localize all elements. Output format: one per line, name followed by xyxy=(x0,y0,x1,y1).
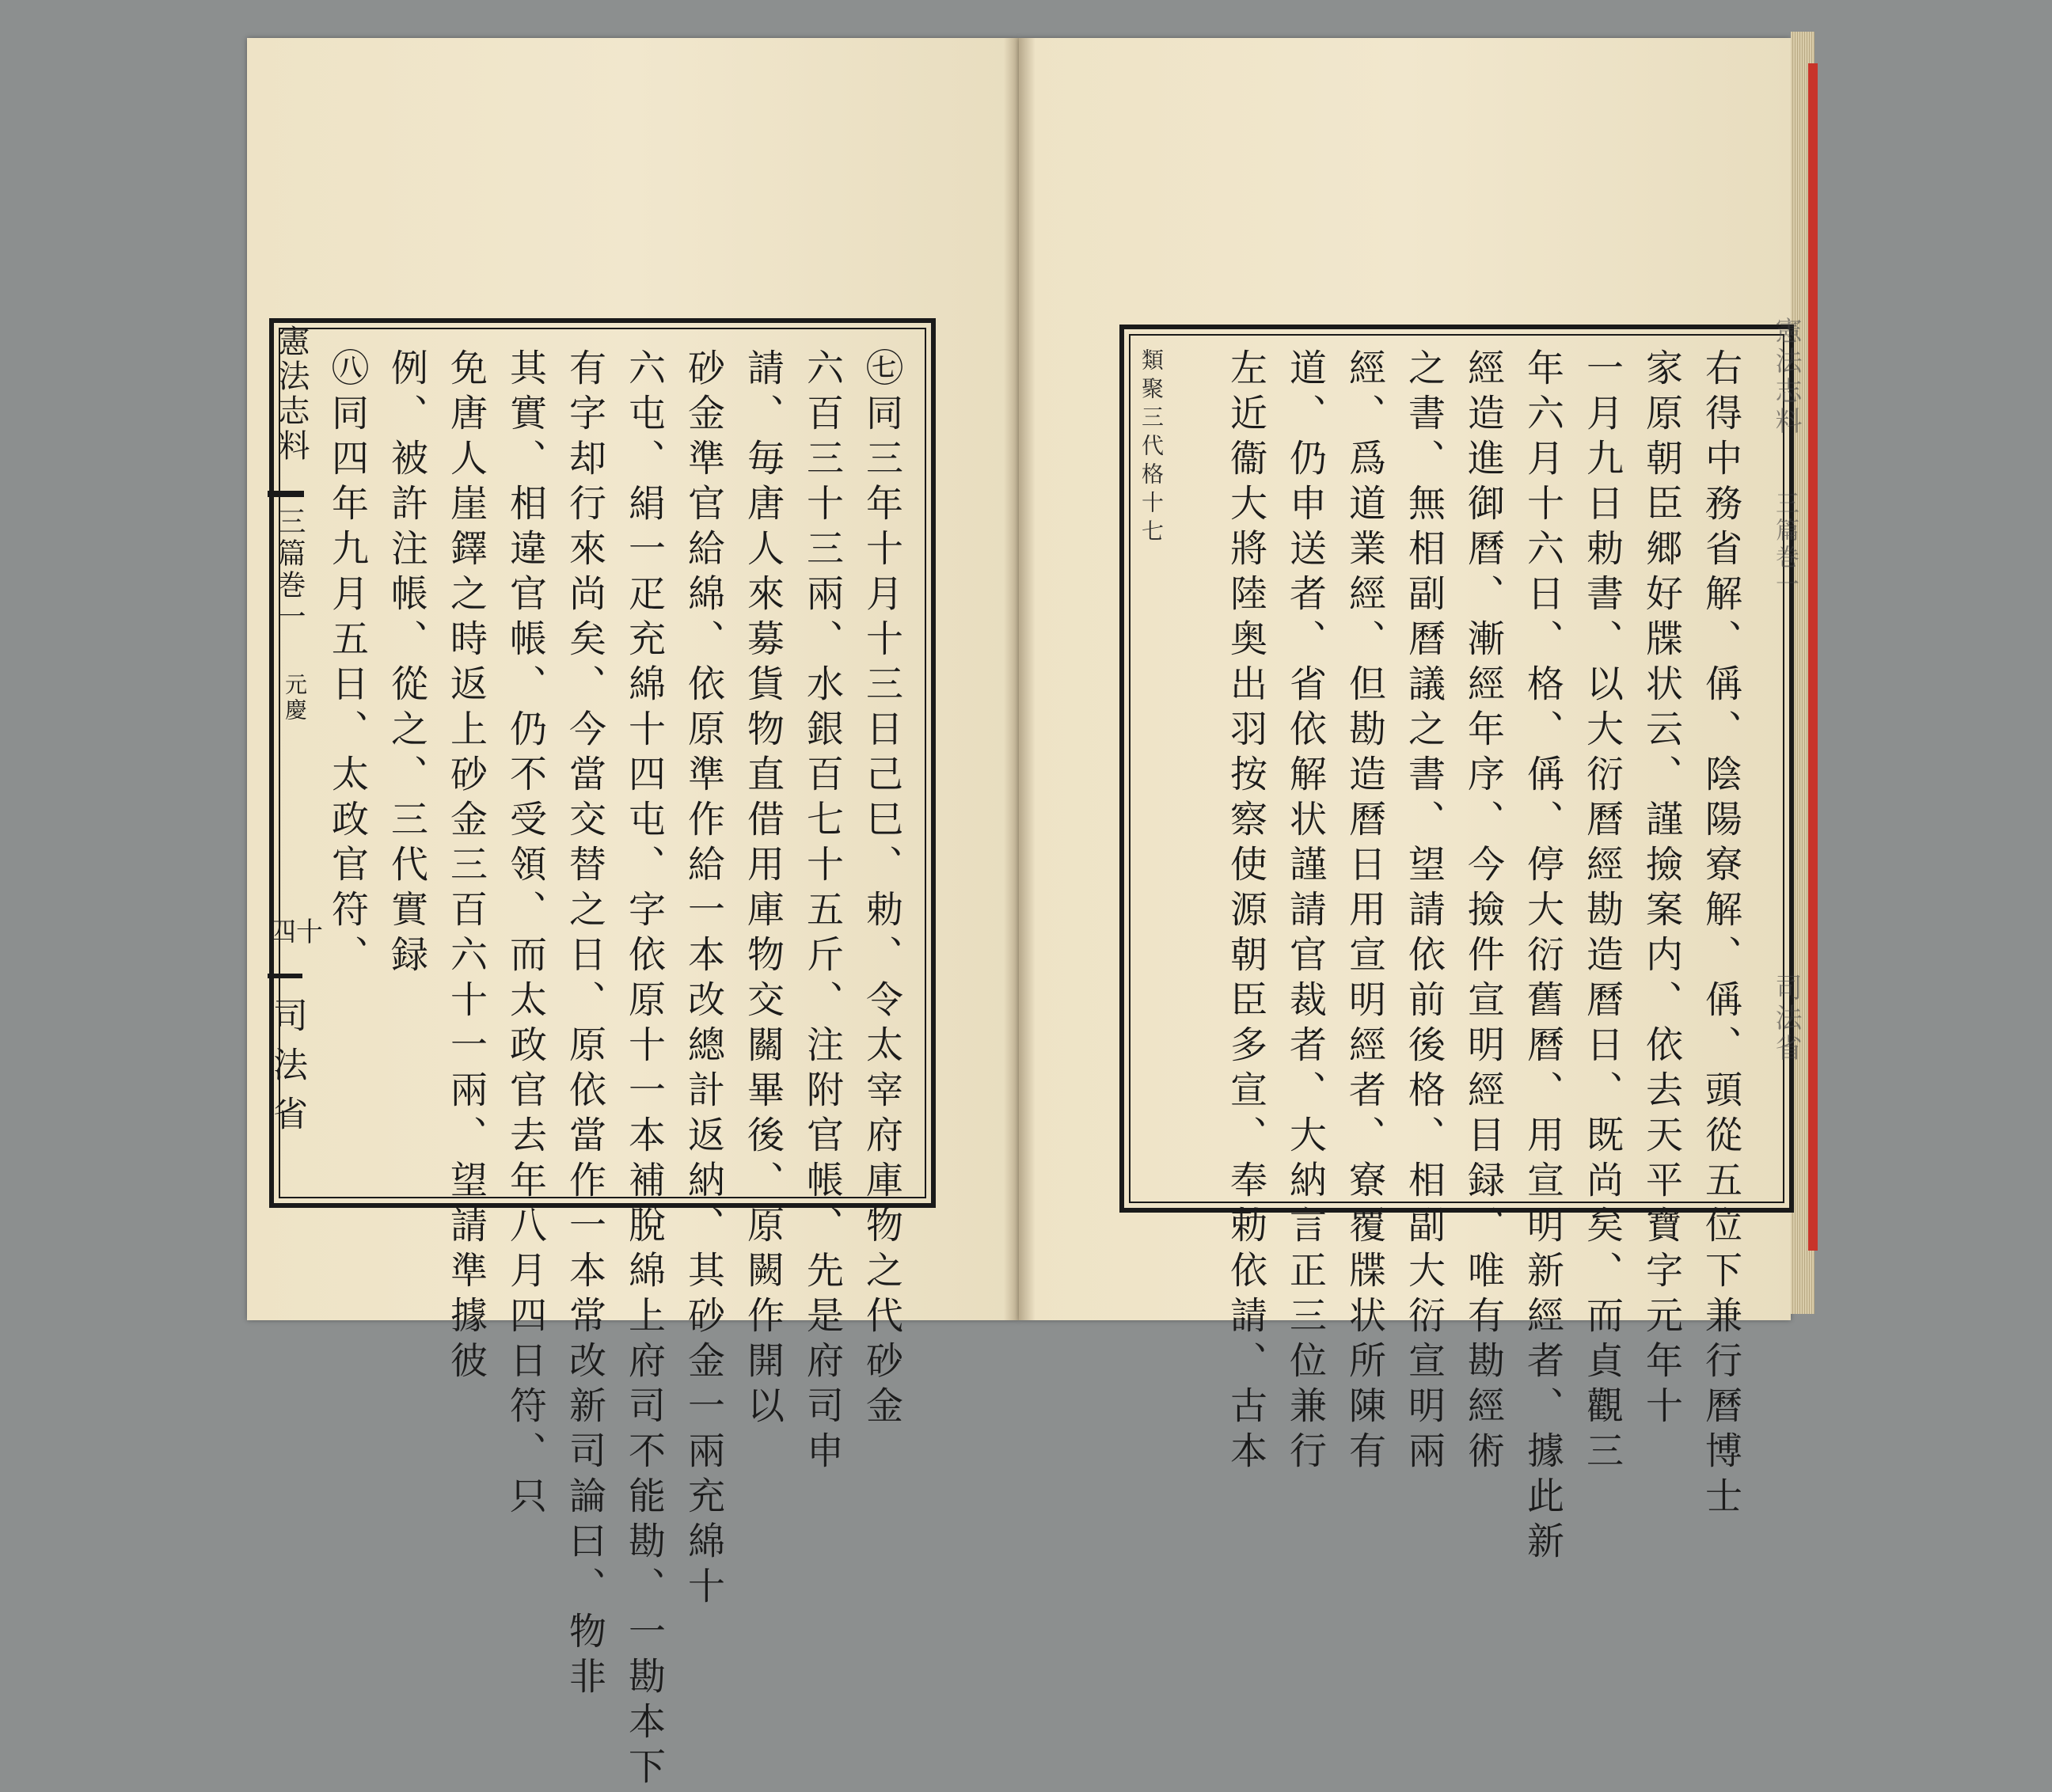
right-column-8: 道、仍申送者、省依解状謹請官裁者、大納言正三位兼行 xyxy=(1283,348,1327,1476)
left-column-5: 六屯、絹一疋充綿十四屯、字依原十一本補脫綿上府司不能勘、一勘本下 xyxy=(622,348,666,1792)
red-edge-marker xyxy=(1808,63,1818,1251)
left-footer-publisher: 司法省 xyxy=(267,997,307,1145)
header-rule xyxy=(268,491,304,497)
left-column-10: ㊇同四年九月五日、太政官符、 xyxy=(325,348,369,980)
right-text-frame xyxy=(1119,325,1794,1213)
right-column-1: 右得中務省解、偁、陰陽寮解、偁、頭從五位下兼行曆博士 xyxy=(1699,348,1742,1521)
left-column-1: ㊆同三年十月十三日己巳、勅、令太宰府庫物之代砂金 xyxy=(860,348,903,1431)
left-column-8: 免唐人崖鐸之時返上砂金三百六十一兩、望請準據彼 xyxy=(444,348,488,1386)
right-column-5: 經造進御曆、漸經年序、今撿件宣明經目録、唯有勘經術 xyxy=(1461,348,1505,1476)
right-column-10-source-note: 類聚三代格十七 xyxy=(1138,348,1165,548)
left-column-3: 請、毎唐人來募貨物直借用庫物交關畢後、原闕作開以 xyxy=(741,348,785,1431)
right-column-9: 左近衞大將陸奥出羽按察使源朝臣多宣、奉勅依請、古本 xyxy=(1224,348,1267,1476)
left-column-6: 有字却行來尚矣、今當交替之日、原依當作一本常改新司論曰、物非 xyxy=(563,348,606,1702)
right-column-6: 之書、無相副曆議之書、望請依前後格、相副大衍宣明兩 xyxy=(1402,348,1446,1476)
left-column-4: 砂金準官給綿、依原準作給一本改總計返納、其砂金一兩充綿十 xyxy=(682,348,725,1612)
left-column-9: 例、被許注帳、從之、三代實録 xyxy=(385,348,428,980)
left-column-2: 六百三十三兩、水銀百七十五斤、注附官帳、先是府司申 xyxy=(800,348,844,1476)
right-column-2: 家原朝臣郷好牒状云、謹撿案内、依去天平寶字元年十 xyxy=(1640,348,1683,1431)
left-column-7: 其實、相違官帳、仍不受領、而太政官去年八月四日符、只 xyxy=(504,348,547,1521)
left-header-title: 憲法志料 xyxy=(273,325,310,464)
page-number-rule xyxy=(268,974,302,978)
left-header-section: 三篇巻一 xyxy=(273,507,306,633)
right-header-title: 憲法志料 xyxy=(1770,317,1802,437)
book-gutter xyxy=(1004,38,1036,1320)
right-header-section: 三篇巻一 xyxy=(1771,491,1799,598)
right-column-3: 一月九日勅書、以大衍曆經勘造曆日、既尚矣、而貞觀三 xyxy=(1580,348,1624,1476)
left-header-era: 元慶 xyxy=(282,673,308,723)
left-page-number: 四十 xyxy=(269,917,323,948)
right-column-4: 年六月十六日、格、偁、停大衍舊曆、用宣明新經者、據此新 xyxy=(1521,348,1564,1566)
right-column-7: 經、爲道業經、但勘造曆日用宣明經者、寮覆牒状所陳有 xyxy=(1343,348,1386,1476)
right-footer-publisher: 司法省 xyxy=(1770,974,1802,1064)
